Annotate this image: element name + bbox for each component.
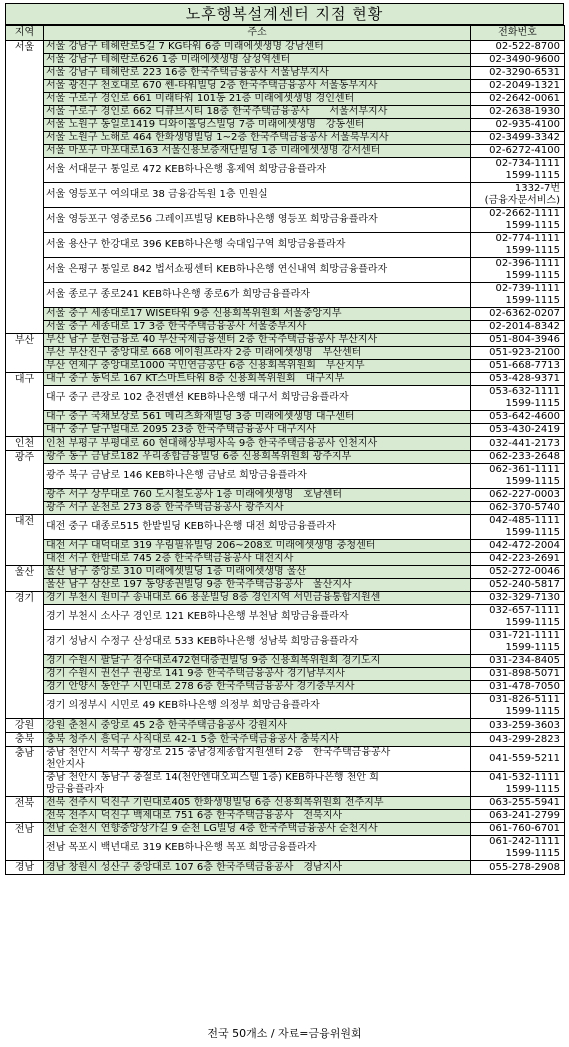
- table-row: [6, 668, 565, 681]
- address-cell: 서울 중구 세종대로17 WISE타워 9층 신용회복위원회 서울중앙지부: [44, 308, 471, 321]
- phone-cell: 042-223-2691: [471, 553, 565, 566]
- table-row: [6, 258, 565, 283]
- table-row: [6, 424, 565, 437]
- phone-cell: 031-721-1111 1599-1115: [471, 630, 565, 655]
- header-address: 주소: [44, 26, 471, 41]
- phone-cell: 032-441-2173: [471, 437, 565, 451]
- address-cell: 충북 청주시 흥덕구 사직대로 42-1 5층 한국주택금융공사 충북지사: [44, 733, 471, 747]
- region-cell: 인천: [6, 437, 44, 451]
- table-row: [6, 334, 565, 347]
- table-row: [6, 132, 565, 145]
- phone-cell: 031-826-5111 1599-1115: [471, 694, 565, 719]
- phone-cell: 051-923-2100: [471, 347, 565, 360]
- address-cell: 경기 수원시 팔달구 경수대로472현대증권빌딩 9층 신용회복위원회 경기도지: [44, 655, 471, 668]
- table-row: [6, 360, 565, 373]
- table-row: [6, 183, 565, 208]
- address-cell: 강원 춘천시 중앙로 45 2층 한국주택금융공사 강원지사: [44, 719, 471, 733]
- region-cell: 전북: [6, 797, 44, 823]
- phone-cell: 031-234-8405: [471, 655, 565, 668]
- phone-cell: 051-668-7713: [471, 360, 565, 373]
- address-cell: 서울 용산구 한강대로 396 KEB하나은행 숙대입구역 희망금융플라자: [44, 233, 471, 258]
- table-row: [6, 579, 565, 592]
- phone-cell: 041-532-1111 1599-1115: [471, 772, 565, 797]
- phone-cell: 053-430-2419: [471, 424, 565, 437]
- address-cell: 서울 노원구 동일로1419 디와이홀딩스빌딩 7층 미래에셋생명 강동센터: [44, 119, 471, 132]
- address-cell: 서울 중구 세종대로 17 3층 한국주택금융공사 서울중부지사: [44, 321, 471, 334]
- address-cell: 대전 서구 한밭대로 745 2층 한국주택금융공사 대전지사: [44, 553, 471, 566]
- phone-cell: 053-632-1111 1599-1115: [471, 386, 565, 411]
- region-cell: 충남: [6, 747, 44, 797]
- address-cell: 인천 부평구 부평대로 60 현대해상부평사옥 9층 한국주택금융공사 인천지사: [44, 437, 471, 451]
- phone-cell: 02-2638-1930: [471, 106, 565, 119]
- region-cell: 경기: [6, 592, 44, 719]
- table-row: [6, 836, 565, 861]
- phone-cell: 1332-7번 (금융자문서비스): [471, 183, 565, 208]
- table-row: [6, 373, 565, 386]
- phone-cell: 02-6362-0207: [471, 308, 565, 321]
- phone-cell: 033-259-3603: [471, 719, 565, 733]
- table-row: [6, 566, 565, 579]
- address-cell: 서울 마포구 마포대로163 서울신용보증재단빌딩 1층 미래에셋생명 강서센터: [44, 145, 471, 158]
- phone-cell: 02-935-4100: [471, 119, 565, 132]
- header-phone: 전화번호: [471, 26, 565, 41]
- table-row: [6, 67, 565, 80]
- phone-cell: 063-255-5941: [471, 797, 565, 810]
- region-cell: 충북: [6, 733, 44, 747]
- address-cell: 전남 순천시 연향중앙상가길 9 순천 LG빌딩 4층 한국주택금융공사 순천지사: [44, 823, 471, 836]
- branch-table: [5, 25, 565, 875]
- table-row: [6, 681, 565, 694]
- address-cell: 대구 중구 달구벌대로 2095 23층 한국주택금융공사 대구지사: [44, 424, 471, 437]
- address-cell: 부산 남구 문현금융로 40 부산국제금융센터 2층 한국주택금융공사 부산지사: [44, 334, 471, 347]
- table-row: [6, 489, 565, 502]
- header-row: [6, 26, 565, 41]
- table-row: [6, 233, 565, 258]
- table-row: [6, 145, 565, 158]
- address-cell: 서울 구로구 경인로 661 미래타워 101동 21층 미래에셋생명 경인센터: [44, 93, 471, 106]
- region-cell: 대전: [6, 515, 44, 566]
- table-row: [6, 797, 565, 810]
- address-cell: 서울 영등포구 영중로56 그레이프빌딩 KEB하나은행 영등포 희망금융플라자: [44, 208, 471, 233]
- phone-cell: 051-804-3946: [471, 334, 565, 347]
- address-cell: 대전 중구 대종로515 한밭빌딩 KEB하나은행 대전 희망금융플라자: [44, 515, 471, 540]
- region-cell: 울산: [6, 566, 44, 592]
- phone-cell: 032-657-1111 1599-1115: [471, 605, 565, 630]
- table-row: [6, 451, 565, 464]
- phone-cell: 02-3499-3342: [471, 132, 565, 145]
- phone-cell: 02-734-1111 1599-1115: [471, 158, 565, 183]
- address-cell: 충남 천안시 동남구 충절로 14(천안엔대오피스텔 1층) KEB하나은행 천안 희 망금융플라자: [44, 772, 471, 797]
- phone-cell: 062-370-5740: [471, 502, 565, 515]
- phone-cell: 061-242-1111 1599-1115: [471, 836, 565, 861]
- table-row: [6, 502, 565, 515]
- phone-cell: 062-361-1111 1599-1115: [471, 464, 565, 489]
- phone-cell: 053-642-4600: [471, 411, 565, 424]
- address-cell: 대전 서구 대덕대로 319 우림필유빌딩 206~208호 미래에셋생명 충청센터: [44, 540, 471, 553]
- address-cell: 경기 성남시 수정구 산성대로 533 KEB하나은행 성남북 희망금융플라자: [44, 630, 471, 655]
- phone-cell: 02-774-1111 1599-1115: [471, 233, 565, 258]
- table-row: [6, 592, 565, 605]
- table-row: [6, 321, 565, 334]
- phone-cell: 02-2014-8342: [471, 321, 565, 334]
- address-cell: 대구 중구 동덕로 167 KT스마트타워 8층 신용회복위원회 대구지부: [44, 373, 471, 386]
- address-cell: 광주 서구 상무대로 760 도시철도공사 1층 미래에셋생명 호남센터: [44, 489, 471, 502]
- address-cell: 경기 수원시 권선구 권광로 141 9층 한국주택금융공사 경기남부지사: [44, 668, 471, 681]
- address-cell: 경남 창원시 성산구 중앙대로 107 6층 한국주택금융공사 경남지사: [44, 861, 471, 875]
- phone-cell: 043-299-2823: [471, 733, 565, 747]
- phone-cell: 041-559-5211: [471, 747, 565, 772]
- region-cell: 강원: [6, 719, 44, 733]
- table-row: [6, 386, 565, 411]
- region-cell: 서울: [6, 41, 44, 334]
- header-region: 지역: [6, 26, 44, 41]
- phone-cell: 042-485-1111 1599-1115: [471, 515, 565, 540]
- table-row: [6, 464, 565, 489]
- phone-cell: 063-241-2799: [471, 810, 565, 823]
- table-row: [6, 80, 565, 93]
- phone-cell: 02-739-1111 1599-1115: [471, 283, 565, 308]
- table-row: [6, 119, 565, 132]
- table-row: [6, 93, 565, 106]
- address-cell: 전북 전주시 덕진구 기린대로405 한화생명빌딩 6층 신용회복위원회 전주지부: [44, 797, 471, 810]
- phone-cell: 032-329-7130: [471, 592, 565, 605]
- table-row: [6, 733, 565, 747]
- address-cell: 서울 종로구 종로241 KEB하나은행 종로6가 희망금융플라자: [44, 283, 471, 308]
- table-row: [6, 553, 565, 566]
- region-cell: 전남: [6, 823, 44, 861]
- address-cell: 서울 구로구 경인로 662 디큐브시티 18층 한국주택금융공사 서울서부지사: [44, 106, 471, 119]
- table-row: [6, 208, 565, 233]
- address-cell: 부산 부산진구 중앙대로 668 에이원프라자 2층 미래에셋생명 부산센터: [44, 347, 471, 360]
- address-cell: 서울 강남구 테헤란로 223 16층 한국주택금융공사 서울남부지사: [44, 67, 471, 80]
- address-cell: 광주 북구 금남로 146 KEB하나은행 금남로 희망금융플라자: [44, 464, 471, 489]
- phone-cell: 02-3290-6531: [471, 67, 565, 80]
- phone-cell: 052-272-0046: [471, 566, 565, 579]
- phone-cell: 02-3490-9600: [471, 54, 565, 67]
- address-cell: 광주 서구 운천로 273 8층 한국주택금융공사 광주지사: [44, 502, 471, 515]
- address-cell: 서울 강남구 테헤란로5길 7 KG타워 6층 미래에셋생명 강남센터: [44, 41, 471, 54]
- address-cell: 전남 목포시 백년대로 319 KEB하나은행 목포 희망금융플라자: [44, 836, 471, 861]
- phone-cell: 02-522-8700: [471, 41, 565, 54]
- table-row: [6, 605, 565, 630]
- address-cell: 울산 남구 삼산로 197 동양종권빌딩 9층 한국주택금융공사 울산지사: [44, 579, 471, 592]
- address-cell: 서울 영등포구 여의대로 38 금융감독원 1층 민원실: [44, 183, 471, 208]
- address-cell: 부산 연제구 중앙대로1000 국민연금공단 6층 신용회복위원회 부산지부: [44, 360, 471, 373]
- table-row: [6, 54, 565, 67]
- phone-cell: 062-233-2648: [471, 451, 565, 464]
- table-row: [6, 630, 565, 655]
- address-cell: 광주 동구 금남로182 우리종합금융빌딩 6층 신용회복위원회 광주지부: [44, 451, 471, 464]
- table-row: [6, 158, 565, 183]
- phone-cell: 042-472-2004: [471, 540, 565, 553]
- phone-cell: 02-6272-4100: [471, 145, 565, 158]
- address-cell: 경기 의정부시 시민로 49 KEB하나은행 의정부 희망금융플라자: [44, 694, 471, 719]
- phone-cell: 02-2049-1321: [471, 80, 565, 93]
- table-row: [6, 106, 565, 119]
- table-row: [6, 861, 565, 875]
- address-cell: 충남 천안시 서북구 광장로 215 충남경제종합지원센터 2층 한국주택금융공사 천안지사: [44, 747, 471, 772]
- table-row: [6, 747, 565, 772]
- region-cell: 광주: [6, 451, 44, 515]
- phone-cell: 02-2662-1111 1599-1115: [471, 208, 565, 233]
- region-cell: 경남: [6, 861, 44, 875]
- address-cell: 경기 안양시 동안구 시민대로 278 6층 한국주택금융공사 경기중부지사: [44, 681, 471, 694]
- table-row: [6, 515, 565, 540]
- phone-cell: 031-478-7050: [471, 681, 565, 694]
- table-row: [6, 772, 565, 797]
- table-row: [6, 823, 565, 836]
- table-row: [6, 655, 565, 668]
- table-row: [6, 308, 565, 321]
- address-cell: 울산 남구 중앙로 310 미래에셋빌딩 1층 미래에셋생명 울산: [44, 566, 471, 579]
- address-cell: 서울 강남구 테헤란로626 1층 미래에셋생명 삼성역센터: [44, 54, 471, 67]
- phone-cell: 055-278-2908: [471, 861, 565, 875]
- address-cell: 서울 은평구 통일로 842 법서쇼핑센터 KEB하나은행 연신내역 희망금융플라자: [44, 258, 471, 283]
- table-title: 노후행복설계센터 지점 현황: [5, 3, 564, 25]
- table-row: [6, 810, 565, 823]
- phone-cell: 031-898-5071: [471, 668, 565, 681]
- address-cell: 대구 중구 큰장로 102 춘전맨션 KEB하나은행 대구서 희망금융플라자: [44, 386, 471, 411]
- footer-note: 전국 50개소 / 자료=금융위원회: [207, 1027, 362, 1040]
- address-cell: 서울 서대문구 통일로 472 KEB하나은행 홍제역 희망금융플라자: [44, 158, 471, 183]
- table-row: [6, 437, 565, 451]
- phone-cell: 062-227-0003: [471, 489, 565, 502]
- phone-cell: 052-240-5817: [471, 579, 565, 592]
- region-cell: 부산: [6, 334, 44, 373]
- table-row: [6, 719, 565, 733]
- region-cell: 대구: [6, 373, 44, 437]
- table-row: [6, 411, 565, 424]
- phone-cell: 02-2642-0061: [471, 93, 565, 106]
- address-cell: 전북 전주시 덕진구 백제대로 751 6층 한국주택금융공사 전북지사: [44, 810, 471, 823]
- table-row: [6, 41, 565, 54]
- address-cell: 대구 중구 국채보상로 561 메리츠화재빌딩 3층 미래에셋생명 대구센터: [44, 411, 471, 424]
- table-row: [6, 347, 565, 360]
- address-cell: 경기 부천시 원미구 송내대로 66 용운빌딩 8층 경인지역 서민금융통합지원센: [44, 592, 471, 605]
- table-row: [6, 540, 565, 553]
- table-body: [6, 41, 565, 875]
- address-cell: 경기 부천시 소사구 경인로 121 KEB하나은행 부천남 희망금융플라자: [44, 605, 471, 630]
- phone-cell: 02-396-1111 1599-1115: [471, 258, 565, 283]
- phone-cell: 053-428-9371: [471, 373, 565, 386]
- address-cell: 서울 광진구 천호대로 670 쎈-타워빌딩 2층 한국주택금융공사 서울동부지사: [44, 80, 471, 93]
- address-cell: 서울 노원구 노해로 464 한화생명빌딩 1~2층 한국주택금융공사 서울북부지사: [44, 132, 471, 145]
- table-row: [6, 283, 565, 308]
- table-row: [6, 694, 565, 719]
- phone-cell: 061-760-6701: [471, 823, 565, 836]
